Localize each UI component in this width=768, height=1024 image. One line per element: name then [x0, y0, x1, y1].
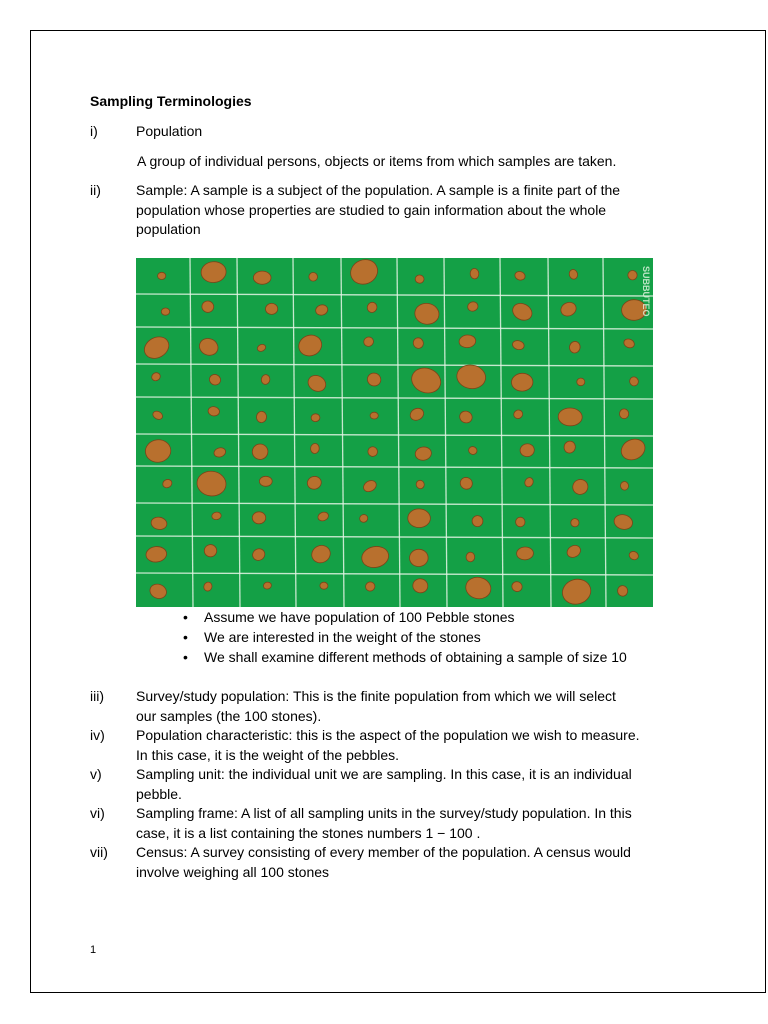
bullet-icon: • — [183, 629, 188, 645]
item-text: Sample: A sample is a subject of the population. A sample is a finite part of the — [136, 182, 621, 198]
pebble — [259, 476, 272, 486]
term-text: case, it is a list containing the stones numbers 1 − 100 . — [136, 825, 481, 841]
item-text: population whose properties are studied to gain information about the whole — [136, 202, 607, 218]
item-text: Population — [136, 123, 203, 139]
term-text: Sampling unit: the individual unit we are sampling. In this case, it is an individual — [136, 766, 632, 782]
page-number: 1 — [90, 944, 97, 956]
pebble — [408, 509, 431, 528]
svg-text:SUBBUTEO: SUBBUTEO — [641, 266, 651, 317]
term-text: involve weighing all 100 stones — [136, 864, 330, 880]
item-number: iv) — [90, 727, 105, 743]
pebble — [157, 272, 166, 280]
term-text: In this case, it is the weight of the pebbles. — [136, 747, 400, 763]
term-text: Census: A survey consisting of every member of the population. A census would — [136, 844, 631, 860]
item-number: ii) — [90, 182, 101, 198]
term-text: Survey/study population: This is the finite population from which we will select — [136, 688, 616, 704]
page-title: Sampling Terminologies — [90, 93, 252, 109]
term-text: pebble. — [136, 786, 182, 802]
pebble-grid-photo — [136, 258, 653, 607]
item-number: iii) — [90, 688, 104, 704]
pebble — [558, 408, 583, 427]
pebble — [320, 582, 328, 590]
term-text: our samples (the 100 stones). — [136, 708, 322, 724]
item-text: population — [136, 221, 201, 237]
pebble — [415, 275, 424, 284]
bullet-icon: • — [183, 609, 188, 625]
pebble — [253, 271, 271, 284]
item-number: vii) — [90, 844, 108, 860]
pebble — [472, 515, 483, 526]
item-number: vi) — [90, 805, 105, 821]
population-definition: A group of individual persons, objects or items from which samples are taken. — [137, 153, 617, 169]
bullet-icon: • — [183, 649, 188, 665]
term-text: Sampling frame: A list of all sampling units in the survey/study population. In this — [136, 805, 632, 821]
pebble — [515, 517, 525, 527]
pebble — [309, 272, 318, 281]
pebble — [161, 308, 170, 316]
cloth-logo — [641, 266, 651, 317]
pebble — [570, 518, 579, 527]
term-text: Population characteristic: this is the aspect of the population we wish to measure. — [136, 727, 640, 743]
pebble — [311, 413, 320, 422]
pebble — [620, 409, 629, 419]
pebble — [577, 378, 585, 386]
pebble — [265, 303, 278, 315]
item-number: i) — [90, 123, 98, 139]
item-number: v) — [90, 766, 102, 782]
pebble — [252, 512, 266, 524]
pebble — [470, 268, 479, 279]
pebble — [370, 412, 378, 419]
pebble — [466, 552, 475, 562]
